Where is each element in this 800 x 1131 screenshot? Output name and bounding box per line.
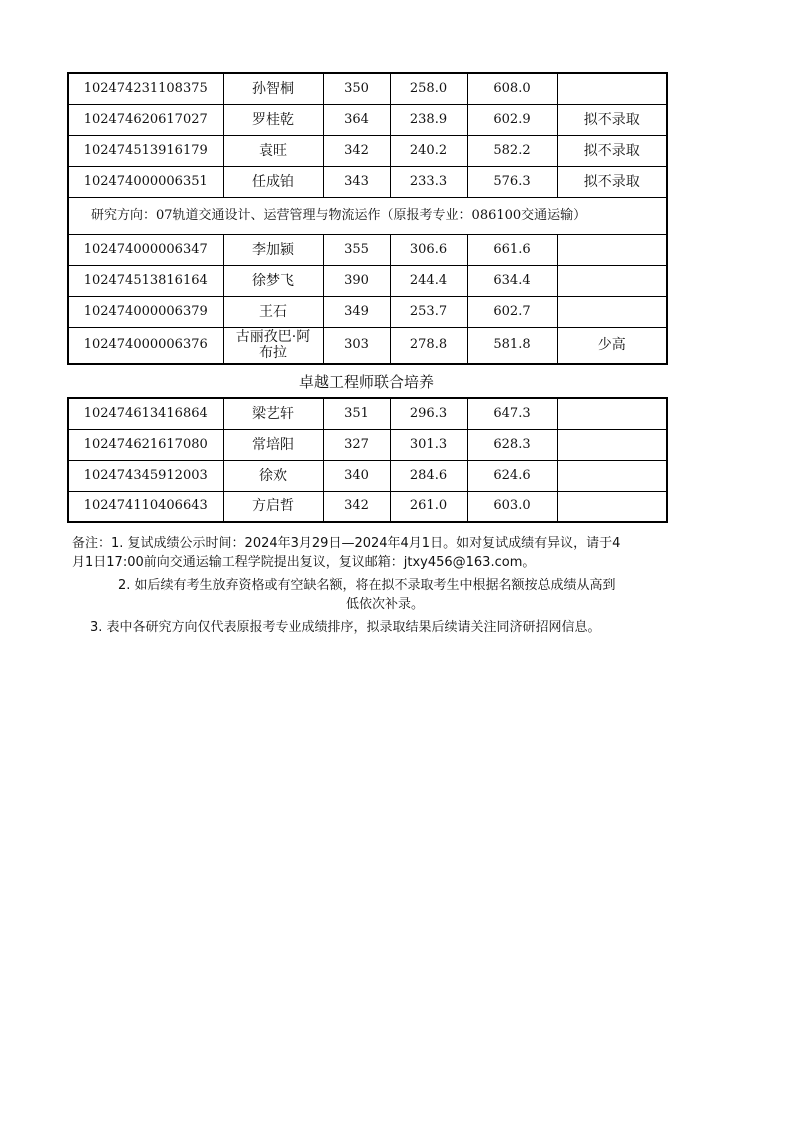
total-score: 603.0 — [467, 491, 557, 522]
candidate-name: 罗桂乾 — [223, 104, 323, 135]
remark — [557, 265, 667, 296]
retest-score: 278.8 — [390, 327, 467, 364]
retest-score: 238.9 — [390, 104, 467, 135]
total-score: 608.0 — [467, 73, 557, 104]
note-1 — [72, 534, 672, 572]
remark: 拟不录取 — [557, 104, 667, 135]
section-title: 卓越工程师联合培养 — [298, 373, 434, 391]
retest-score: 296.3 — [390, 398, 467, 429]
prelim-score: 303 — [323, 327, 390, 364]
remark — [557, 73, 667, 104]
remark — [557, 398, 667, 429]
table-row — [68, 234, 667, 265]
prelim-score: 350 — [323, 73, 390, 104]
retest-score: 301.3 — [390, 429, 467, 460]
retest-score: 284.6 — [390, 460, 467, 491]
table-row — [68, 327, 667, 364]
remark — [557, 491, 667, 522]
results-table-1 — [67, 72, 668, 365]
retest-score: 240.2 — [390, 135, 467, 166]
total-score: 624.6 — [467, 460, 557, 491]
candidate-name: 梁艺轩 — [223, 398, 323, 429]
table-row — [68, 135, 667, 166]
table-row — [68, 104, 667, 135]
retest-score: 233.3 — [390, 166, 467, 197]
prelim-score: 343 — [323, 166, 390, 197]
prelim-score: 342 — [323, 491, 390, 522]
total-score: 661.6 — [467, 234, 557, 265]
candidate-name-line2: 布拉 — [259, 345, 287, 362]
total-score: 602.7 — [467, 296, 557, 327]
candidate-name: 李加颍 — [223, 234, 323, 265]
note-1-line-1: 1. 复试成绩公示时间：2024年3月29日—2024年4月1日。如对复试成绩有异议，请于4 — [111, 536, 621, 551]
prelim-score: 349 — [323, 296, 390, 327]
candidate-id: 102474000006376 — [68, 327, 223, 364]
table-row — [68, 73, 667, 104]
table-row — [68, 166, 667, 197]
prelim-score: 390 — [323, 265, 390, 296]
candidate-name: 徐欢 — [223, 460, 323, 491]
table-row — [68, 429, 667, 460]
remark — [557, 296, 667, 327]
prelim-score: 351 — [323, 398, 390, 429]
prelim-score: 340 — [323, 460, 390, 491]
prelim-score: 342 — [323, 135, 390, 166]
remark: 拟不录取 — [557, 135, 667, 166]
remark — [557, 460, 667, 491]
note-2-line-1: 2. 如后续有考生放弃资格或有空缺名额，将在拟不录取考生中根据名额按总成绩从高到 — [118, 578, 616, 593]
candidate-id: 102474620617027 — [68, 104, 223, 135]
candidate-name: 徐梦飞 — [223, 265, 323, 296]
candidate-id: 102474110406643 — [68, 491, 223, 522]
candidate-name: 常培阳 — [223, 429, 323, 460]
candidate-name: 方启哲 — [223, 491, 323, 522]
candidate-name: 王石 — [223, 296, 323, 327]
retest-score: 261.0 — [390, 491, 467, 522]
retest-score: 306.6 — [390, 234, 467, 265]
notes-block — [72, 534, 672, 641]
candidate-name — [223, 327, 323, 364]
table-row — [68, 296, 667, 327]
prelim-score: 355 — [323, 234, 390, 265]
total-score: 602.9 — [467, 104, 557, 135]
candidate-id: 102474000006379 — [68, 296, 223, 327]
candidate-id: 102474513916179 — [68, 135, 223, 166]
total-score: 628.3 — [467, 429, 557, 460]
candidate-id: 102474513816164 — [68, 265, 223, 296]
remark — [557, 429, 667, 460]
candidate-name-line1: 古丽孜巴·阿 — [235, 329, 311, 346]
research-direction: 研究方向：07轨道交通设计、运营管理与物流运作（原报考专业：086100交通运输） — [68, 197, 667, 234]
notes-label: 备注： — [72, 536, 112, 551]
candidate-id: 102474231108375 — [68, 73, 223, 104]
prelim-score: 364 — [323, 104, 390, 135]
total-score: 647.3 — [467, 398, 557, 429]
candidate-id: 102474345912003 — [68, 460, 223, 491]
retest-score: 244.4 — [390, 265, 467, 296]
table-row — [68, 265, 667, 296]
candidate-name: 任成铂 — [223, 166, 323, 197]
candidate-id: 102474613416864 — [68, 398, 223, 429]
retest-score: 258.0 — [390, 73, 467, 104]
results-table-2 — [67, 397, 668, 523]
total-score: 576.3 — [467, 166, 557, 197]
note-1-line-2: 月1日17:00前向交通运输工程学院提出复议，复议邮箱：jtxy456@163.com。 — [72, 555, 536, 570]
note-2-line-2: 低依次补录。 — [345, 597, 424, 612]
prelim-score: 327 — [323, 429, 390, 460]
total-score: 582.2 — [467, 135, 557, 166]
total-score: 581.8 — [467, 327, 557, 364]
candidate-id: 102474000006351 — [68, 166, 223, 197]
candidate-id: 102474000006347 — [68, 234, 223, 265]
note-3: 3. 表中各研究方向仅代表原报考专业成绩排序，拟录取结果后续请关注同济研招网信息。 — [90, 620, 601, 635]
candidate-id: 102474621617080 — [68, 429, 223, 460]
remark: 少高 — [557, 327, 667, 364]
retest-score: 253.7 — [390, 296, 467, 327]
table-row — [68, 460, 667, 491]
remark: 拟不录取 — [557, 166, 667, 197]
total-score: 634.4 — [467, 265, 557, 296]
table-row — [68, 491, 667, 522]
direction-row — [68, 197, 667, 234]
table-row — [68, 398, 667, 429]
candidate-name: 袁旺 — [223, 135, 323, 166]
candidate-name: 孙智桐 — [223, 73, 323, 104]
note-2 — [72, 576, 672, 614]
remark — [557, 234, 667, 265]
